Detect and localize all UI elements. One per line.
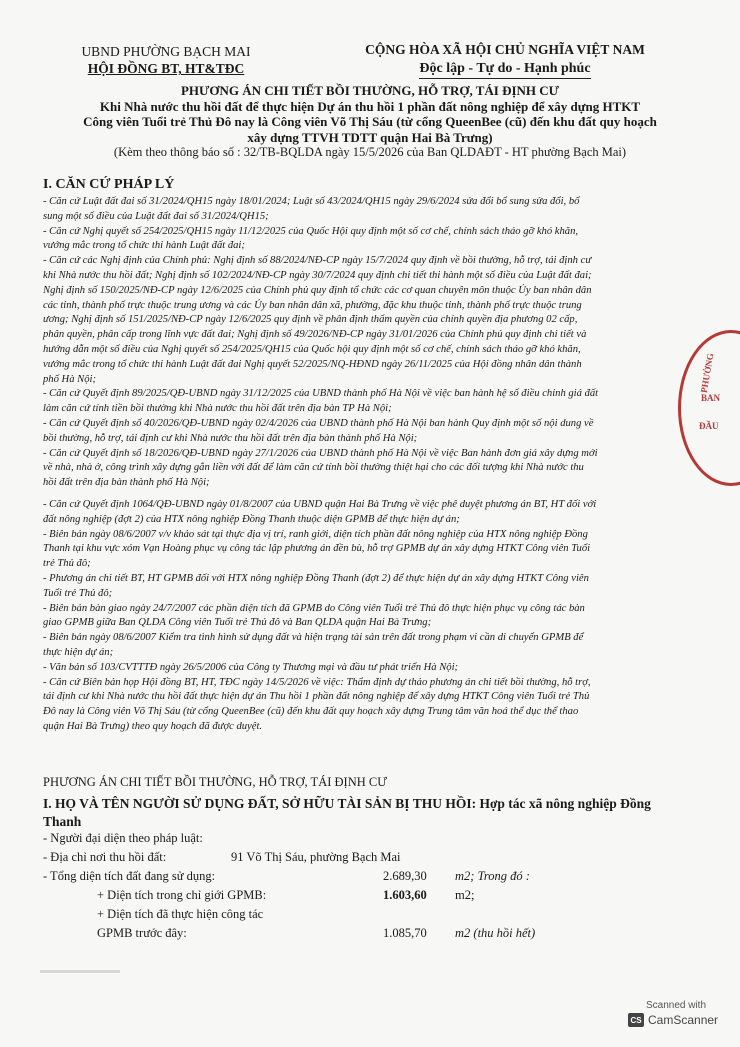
land-info-block xyxy=(43,831,703,945)
national-title: CỘNG HÒA XÃ HỘI CHỦ NGHĨA VIỆT NAM xyxy=(365,42,645,57)
issuer-block xyxy=(66,43,266,77)
legal-basis-line: phố Hà Nội; xyxy=(43,373,96,385)
document-subtitle-1: Khi Nhà nước thu hồi đất để thực hiện Dự án thu hồi 1 phần đất nông nghiệp để xây dựng HTKT xyxy=(99,98,641,114)
in-boundary-value: 1.603,60 xyxy=(383,888,427,902)
legal-basis-line: Thanh tại khu vực xóm Vạn Hoàng phục vụ công tác lập phương án đền bù, hỗ trợ GPMB dự án xây dựng HTKT Công viên Tuổi xyxy=(43,543,591,555)
in-boundary-unit: m2; xyxy=(455,888,475,902)
legal-basis-line: làm căn cứ tính tiền bồi thường khi Nhà nước thu hồi đất trên địa bàn TP Hà Nội; xyxy=(43,403,392,415)
total-area-unit: m2; Trong đó : xyxy=(455,869,530,883)
legal-basis-line: bồi thường, hỗ trợ, tái định cư khi Nhà nước thu hồi đất trên địa bàn thành phố Hà Nội; xyxy=(43,432,418,444)
legal-basis-line: tái định cư khi Nhà nước thu hồi đất thực hiện dự án Thu hồi 1 phần đất nông nghiệp để xây dựng HTKT Công viên Tuổi trẻ Thủ xyxy=(43,691,590,703)
address-label: - Địa chỉ nơi thu hồi đất: xyxy=(43,850,167,864)
land-user-heading-line: I. HỌ VÀ TÊN NGƯỜI SỬ DỤNG ĐẤT, SỞ HỮU TÀI SẢN BỊ THU HỒI: Hợp tác xã nông nghiệp Đồng xyxy=(43,796,651,811)
legal-basis-line: - Văn bản số 103/CVTTTĐ ngày 26/5/2006 của Công ty Thương mại và đầu tư phát triển Hà Nội; xyxy=(43,661,459,673)
legal-basis-line: hướng dẫn một số điều của Nghị quyết số 254/2025/QH15 của Quốc hội quy định một số cơ chế, chính sách tháo gỡ khó khăn, xyxy=(43,343,581,355)
legal-basis-line: quận Hai Bà Trưng) theo quy hoạch đã được duyệt. xyxy=(43,720,263,732)
legal-basis-line: - Biên bản ngày 08/6/2007 Kiểm tra tình hình sử dụng đất và hiện trạng tài sản trên đất trong phạm vi cần di chuyển GPMB để xyxy=(43,632,584,644)
legal-basis-line: đất nông nghiệp (đợt 2) của HTX nông nghiệp Đồng Thanh thuộc diện GPMB để thực hiện dự án; xyxy=(43,513,460,525)
legal-basis-gap xyxy=(43,491,693,498)
legal-basis-line: - Căn cứ Quyết định số 40/2026/QĐ-UBND ngày 02/4/2026 của UBND thành phố Hà Nội ban hành Quy định một số nội dung về xyxy=(43,417,594,429)
document-title-block xyxy=(40,83,700,161)
legal-basis-line: ương; Nghị định số 151/2025/NĐ-CP ngày 12/6/2025 quy định về phân định thẩm quyền của chính quyền địa phương 02 cấp, xyxy=(43,314,578,326)
camscanner-watermark xyxy=(628,1000,724,1027)
done-unit: m2 (thu hồi hết) xyxy=(455,926,536,940)
legal-basis-line: Tuổi trẻ Thủ đô; xyxy=(43,587,113,599)
section-land-user-heading xyxy=(43,795,703,831)
legal-basis-line: vướng mắc trong tổ chức thi hành Luật đất đai; xyxy=(43,240,245,252)
legal-basis-line: Nghị định số 150/2025/NĐ-CP ngày 12/6/2025 của Chính phủ quy định tổ chức các cơ quan chuyên môn thuộc Ủy ban nhân dân xyxy=(43,284,592,296)
legal-basis-line: vướng mắc trong tổ chức thi hành Luật đất đai Nghị quyết 52/2025/NQ-HĐND ngày 26/11/2025 của Hội đồng nhân dân thành xyxy=(43,358,582,370)
footer-line xyxy=(40,970,120,973)
camscanner-logo-icon: CS xyxy=(628,1013,644,1027)
watermark-caption: Scanned with xyxy=(645,1000,707,1011)
legal-basis-line: hồi đất trên địa bàn thành phố Hà Nội; xyxy=(43,477,210,489)
done-value: 1.085,70 xyxy=(383,926,427,940)
legal-basis-line: sung một số điều của Luật đất đai số 31/2024/QH15; xyxy=(43,210,269,222)
done-label-2: GPMB trước đây: xyxy=(97,926,187,940)
legal-basis-line: phân quyền, phân cấp trong lĩnh vực đất đai; Nghị định số 49/2026/NĐ-CP ngày 31/01/2026 của Chính phủ quy định chi tiết và xyxy=(43,329,587,341)
section-legal-basis-heading: I. CĂN CỨ PHÁP LÝ xyxy=(43,177,175,192)
total-area-row xyxy=(43,869,703,888)
legal-basis-line: - Biên bản ngày 08/6/2007 v/v khảo sát tại thực địa vị trí, ranh giới, diện tích phần đất nông nghiệp của HTX nông nghiệp Đồng xyxy=(43,528,588,540)
legal-basis-line: - Căn cứ Biên bản họp Hội đồng BT, HT, TĐC ngày 14/5/2026 về việc: Thẩm định dự thảo phương án chi tiết bồi thường, hỗ trợ, xyxy=(43,676,591,688)
legal-basis-line: - Căn cứ Nghị quyết số 254/2025/QH15 ngày 11/12/2025 của Quốc Hội quy định một số cơ chế, chính sách tháo gỡ khó khăn, xyxy=(43,225,579,237)
land-user-heading-cont: Thanh xyxy=(43,814,82,829)
legal-basis-line: - Biên bản bàn giao ngày 24/7/2007 các phần diện tích đã GPMB do Công viên Tuổi trẻ Thủ đô thực hiện phục vụ công tác bàn xyxy=(43,602,585,614)
legal-basis-line: các tỉnh, thành phố trực thuộc trung ương và các Ủy ban nhân dân xã, phường, đặc khu thuộc tỉnh, thành phố trực thuộc trung xyxy=(43,299,582,311)
address-value: 91 Võ Thị Sáu, phường Bạch Mai xyxy=(231,850,401,864)
issuer-council: HỘI ĐỒNG BT, HT&TĐC xyxy=(87,61,245,76)
issuer-authority: UBND PHƯỜNG BẠCH MAI xyxy=(81,44,251,59)
in-boundary-label: + Diện tích trong chỉ giới GPMB: xyxy=(97,888,267,902)
document-title: PHƯƠNG ÁN CHI TIẾT BỒI THƯỜNG, HỖ TRỢ, TÁI ĐỊNH CƯ xyxy=(180,83,560,98)
address-row xyxy=(43,850,703,869)
stamp-text-2: BAN xyxy=(701,393,721,403)
in-boundary-row xyxy=(43,888,703,907)
legal-basis-line: - Căn cứ Quyết định 1064/QĐ-UBND ngày 01/8/2007 của UBND quận Hai Bà Trưng về việc phê duyệt phương án BT, HT đối với xyxy=(43,498,597,510)
done-row-1 xyxy=(43,907,703,926)
done-row-2 xyxy=(43,926,703,945)
legal-basis-line: trẻ Thủ đô; xyxy=(43,558,91,570)
legal-basis-line: - Căn cứ Quyết định 89/2025/QĐ-UBND ngày 31/12/2025 của UBND thành phố Hà Nội về việc ban hành hệ số điều chỉnh giá đất xyxy=(43,388,599,400)
total-area-value: 2.689,30 xyxy=(383,869,427,883)
done-label-1: + Diện tích đã thực hiện công tác xyxy=(97,907,264,921)
legal-basis-line: giao GPMB giữa Ban QLDA Công viên Tuổi trẻ Thủ đô và Ban QLDA quận Hai Bà Trưng; xyxy=(43,617,432,629)
legal-basis-line: về nhà, nhà ở, công trình xây dựng gắn liền với đất để làm căn cứ tính bồi thường thiệt hại cho các đối tượng khi Nhà nước thu xyxy=(43,462,584,474)
legal-basis-line: thực hiện dự án; xyxy=(43,646,114,658)
stamp-text-1: PHƯỜNG xyxy=(698,352,716,394)
legal-basis-list xyxy=(43,195,693,735)
document-subtitle-3: xây dựng TTVH TDTT quận Hai Bà Trưng) xyxy=(247,129,493,145)
legal-basis-line: - Căn cứ Quyết định số 18/2026/QĐ-UBND ngày 27/1/2026 của UBND thành phố Hà Nội về việc Ban hành đơn giá xây dựng mới xyxy=(43,447,598,459)
legal-basis-line: - Căn cứ Luật đất đai số 31/2024/QH15 ngày 18/01/2024; Luật số 43/2024/QH15 ngày 29/6/2024 sửa đổi bổ sung sửa đổi, bổ xyxy=(43,196,580,207)
watermark-brand: CamScanner xyxy=(648,1013,719,1027)
rep-row xyxy=(43,831,703,850)
document-reference: (Kèm theo thông báo số : 32/TB-BQLDA ngày 15/5/2026 của Ban QLDAĐT - HT phường Bạch Mai) xyxy=(113,145,627,159)
rep-label: - Người đại diện theo pháp luật: xyxy=(43,831,203,845)
stamp-text-3: ĐẦU xyxy=(699,421,719,431)
legal-basis-line: khi Nhà nước thu hồi đất; Nghị định số 102/2024/NĐ-CP ngày 30/7/2024 quy định chi tiết thi hành một số điều của Luật đất đai; xyxy=(43,269,592,281)
legal-basis-line: Đô nay là Công viên Võ Thị Sáu (từ cổng QueenBee (cũ) đến khu đất quy hoạch xây dựng Trung tâm văn hoá thể dục thể thao xyxy=(43,706,579,718)
total-area-label: - Tổng diện tích đất đang sử dụng: xyxy=(43,869,216,883)
national-motto: Độc lập - Tự do - Hạnh phúc xyxy=(419,60,590,79)
legal-basis-line: - Phương án chi tiết BT, HT GPMB đối với HTX nông nghiệp Đồng Thanh (đợt 2) để thực hiện dự án xây dựng HTKT Công viên xyxy=(43,572,589,584)
watermark-brand-row xyxy=(628,1013,724,1027)
plan-title: PHƯƠNG ÁN CHI TIẾT BỒI THƯỜNG, HỖ TRỢ, TÁI ĐỊNH CƯ xyxy=(43,775,387,789)
national-motto-block xyxy=(340,41,670,79)
document-subtitle-2: Công viên Tuổi trẻ Thủ Đô nay là Công viên Võ Thị Sáu (từ cổng QueenBee (cũ) đến khu đất quy hoạch xyxy=(83,114,657,129)
legal-basis-line: - Căn cứ các Nghị định của Chính phủ: Nghị định số 88/2024/NĐ-CP ngày 15/7/2024 quy định về bồi thường, hỗ trợ, tái định cư xyxy=(43,255,592,267)
